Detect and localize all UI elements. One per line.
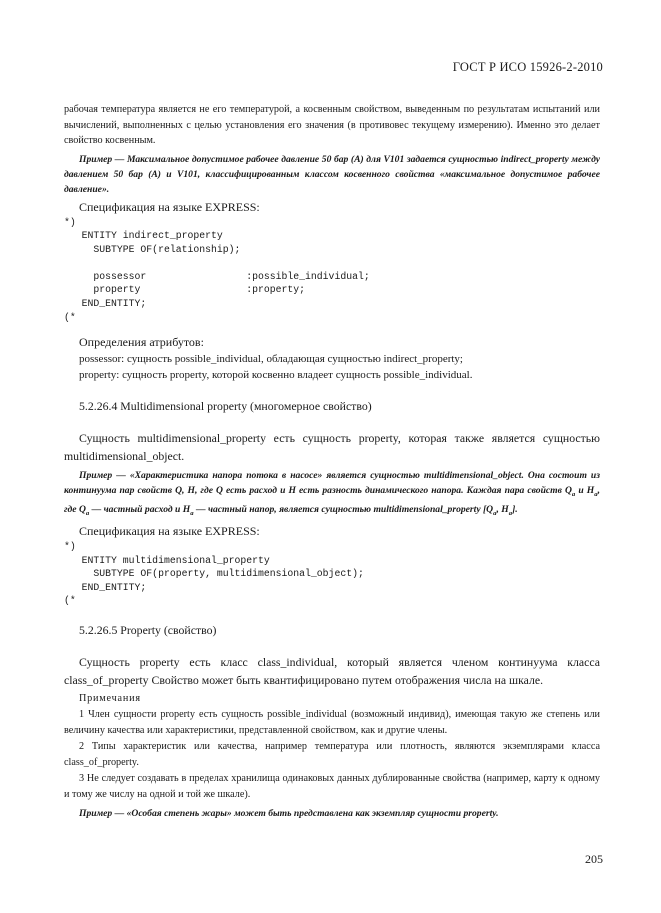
express-spec-label-2: Спецификация на языке EXPRESS: — [79, 524, 260, 539]
notes-title: Примечания — [79, 693, 141, 705]
section-heading-5-2-26-4: 5.2.26.4 Multidimensional property (многомерное свойство) — [79, 399, 372, 414]
example-indirect-property: Пример — Максимальное допустимое рабочее давление 50 бар (А) для V101 задается сущностью indirect_property между давлением 50 бар (А) и V101, классифицированным классом косвенного свойства «максимальное допустимое рабочее давление». — [64, 153, 600, 195]
page-content — [64, 102, 600, 821]
attribute-possessor: possessor: сущность possible_individual, обладающая сущностью indirect_property; — [79, 353, 463, 366]
express-code-indirect-property: *) ENTITY indirect_property SUBTYPE OF(relationship); possessor :possible_individual; property :property; END_ENTITY; (* — [64, 216, 370, 323]
multidimensional-paragraph: Сущность multidimensional_property есть сущность property, которая также является сущностью multidimensional_object. — [64, 431, 600, 464]
note-3: 3 Не следует создавать в пределах хранилища одинаковых данных дублированные свойства (например, карту к одному и тому же числу на одной и той же шкале). — [64, 772, 600, 800]
note-1: 1 Член сущности property есть сущность possible_individual (возможный индивид), имеющая такую же степень или величину качества или характеристики, представленной свойством, как и другие члены. — [64, 708, 600, 736]
intro-paragraph: рабочая температура является не его температурой, а косвенным свойством, выведенным по результатам испытаний или вычислений, выполненных с целью установления его значения (в противовес текущему измерению). Именно это делает свойство косвенным. — [64, 104, 600, 146]
express-spec-label: Спецификация на языке EXPRESS: — [79, 199, 260, 214]
example-multidimensional: Пример — «Характеристика напора потока в насосе» является сущностью multidimensional_object. Она состоит из континуума пар свойств Q, H, где Q есть расход и H есть разность динамического напора. Каждая пара свойств $Q_a$ и $H_a$, где $Q_a$ — частный расход и $H_a$ — частный напор, является сущностью multidimensional_property [$Q_a$, $H_a$]. — [64, 470, 600, 518]
example-property: Пример — «Особая степень жары» может быть представлена как экземпляр сущности property. — [79, 807, 499, 819]
attribute-definitions-title: Определения атрибутов: — [79, 335, 204, 350]
page-number: 205 — [585, 852, 603, 866]
express-code-multidimensional: *) ENTITY multidimensional_property SUBTYPE OF(property, multidimensional_object); END_ENTITY; (* — [64, 541, 364, 607]
attribute-property: property: сущность property, которой косвенно владеет сущность possible_individual. — [79, 369, 473, 382]
standard-header: ГОСТ Р ИСО 15926-2-2010 — [452, 60, 603, 74]
note-2: 2 Типы характеристик или качества, например температура или плотность, являются экземплярами класса class_of_property. — [64, 740, 600, 768]
property-paragraph: Сущность property есть класс class_individual, который является членом континуума класса class_of_property Свойство может быть квантифицировано путем отображения числа на шкале. — [64, 655, 600, 688]
section-heading-5-2-26-5: 5.2.26.5 Property (свойство) — [79, 623, 217, 638]
